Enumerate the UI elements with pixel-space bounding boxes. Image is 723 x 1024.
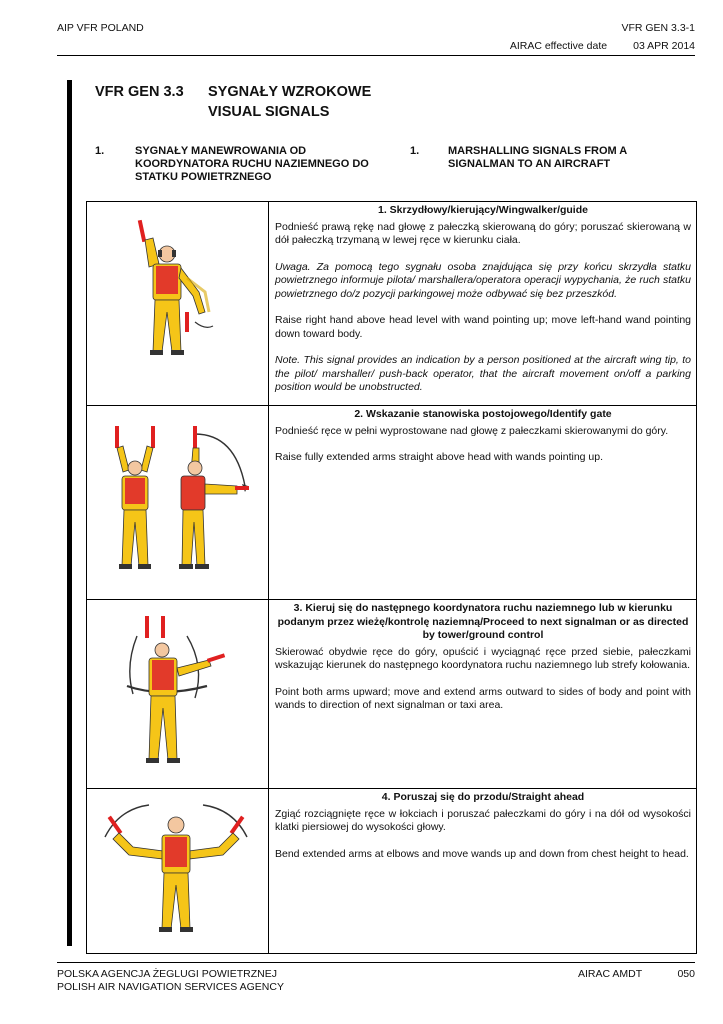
signal-3-description	[269, 600, 697, 789]
signal-2-figure-cell	[87, 406, 269, 600]
airac-date: 03 APR 2014	[633, 40, 695, 52]
proceed-next-signalman-figure-illustration	[87, 600, 268, 788]
signal-row-1	[87, 202, 697, 406]
signal-1-figure-cell	[87, 202, 269, 406]
section-number-polish: 1.	[95, 145, 105, 157]
signal-4-text-polish: Zgiąć rozciągnięte ręce w łokciach i poruszać pałeczkami do góry i na dół od wysokości klatki piersiowej do wysokości głowy.	[275, 807, 691, 833]
signal-1-title: 1. Skrzydłowy/kierujący/Wingwalker/guide	[378, 204, 588, 216]
signal-row-3	[87, 600, 697, 789]
signal-3-figure-cell	[87, 600, 269, 789]
footer-amendment-number: 050	[677, 968, 695, 980]
section-title-english: MARSHALLING SIGNALS FROM A SIGNALMAN TO AN AIRCRAFT	[448, 145, 627, 170]
signal-3-text-polish: Skierować obydwie ręce do góry, opuścić i wyciągnąć ręce przed siebie, pałeczkami wskazując kierunek do następnego koordynatora ruchu naziemnego lub strefy kołowania.	[275, 645, 691, 671]
header-rule	[57, 55, 695, 56]
signal-3-text-english: Point both arms upward; move and extend arms outward to sides of body and point with wands to direction of next signalman or taxi area.	[275, 685, 691, 711]
publication-title: AIP VFR POLAND	[57, 22, 144, 34]
signal-4-text-english: Bend extended arms at elbows and move wands up and down from chest height to head.	[275, 847, 689, 860]
footer-amendment: AIRAC AMDT	[578, 968, 643, 980]
chapter-title-polish: SYGNAŁY WZROKOWE	[208, 84, 372, 100]
airac-effective	[510, 40, 695, 52]
signal-2-description	[269, 406, 697, 600]
signal-1-description	[269, 202, 697, 406]
wingwalker-figure-illustration	[87, 202, 268, 405]
signal-row-2	[87, 406, 697, 600]
footer-rule	[57, 962, 695, 963]
signal-4-description	[269, 789, 697, 954]
chapter-title-english: VISUAL SIGNALS	[208, 104, 330, 120]
airac-label: AIRAC effective date	[509, 40, 608, 52]
signal-2-text-polish: Podnieść ręce w pełni wyprostowane nad głowę z pałeczkami skierowanymi do góry.	[275, 424, 669, 437]
signal-2-text-english: Raise fully extended arms straight above head with wands pointing up.	[275, 451, 604, 463]
footer-agency	[57, 968, 284, 994]
signal-1-note-english: Note. This signal provides an indication by a person positioned at the aircraft wing tip, to the pilot/ marshaller/ push-back operator, that the aircraft movement on/off a parking position would be unobstructed.	[275, 354, 691, 393]
signal-row-4	[87, 789, 697, 954]
signal-3-title: 3. Kieruj się do następnego koordynatora ruchu naziemnego lub w kierunku podanym przez wieżę/kontrolę naziemną/Proceed to next signalman or as directed by tower/ground control	[277, 602, 689, 641]
signal-1-note-polish: Uwaga. Za pomocą tego sygnału osoba znajdująca się przy końcu skrzydła statku powietrznego informuje pilota/ marshallera/operatora operacji wypychania, że ruch statku powietrznego do/z pozycji parkingowej może odbywać się bez przeszkód.	[275, 260, 691, 300]
signal-4-figure-cell	[87, 789, 269, 954]
chapter-number: VFR GEN 3.3	[95, 84, 184, 100]
straight-ahead-figure-illustration	[87, 789, 268, 953]
signals-table	[86, 201, 697, 954]
agency-name-polish: POLSKA AGENCJA ŻEGLUGI POWIETRZNEJ	[57, 968, 277, 980]
change-bar	[67, 80, 72, 946]
signal-1-text-polish: Podnieść prawą rękę nad głowę z pałeczką skierowaną do góry; poruszać skierowaną w dół pałeczką trzymaną w lewej ręce w kierunku ciała.	[275, 220, 691, 246]
agency-name-english: POLISH AIR NAVIGATION SERVICES AGENCY	[57, 981, 284, 993]
identify-gate-figure-illustration	[87, 406, 268, 599]
page-reference: VFR GEN 3.3-1	[621, 22, 695, 34]
signal-1-text-english: Raise right hand above head level with wand pointing up; move left-hand wand pointing down toward body.	[275, 314, 691, 340]
section-number-english: 1.	[410, 145, 420, 157]
signal-4-title: 4. Poruszaj się do przodu/Straight ahead	[381, 791, 585, 803]
section-title-polish: SYGNAŁY MANEWROWANIA OD KOORDYNATORA RUCHU NAZIEMNEGO DO STATKU POWIETRZNEGO	[135, 145, 369, 183]
signal-2-title: 2. Wskazanie stanowiska postojowego/Identify gate	[354, 408, 612, 420]
